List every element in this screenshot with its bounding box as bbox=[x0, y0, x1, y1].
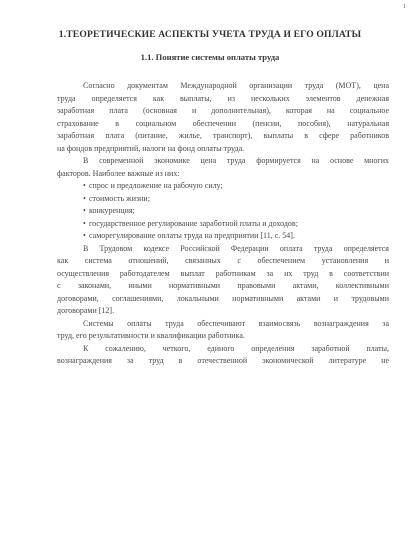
paragraph-2 bbox=[57, 155, 389, 180]
paragraph-line: как система отношений, связанных с обеспечением установления и bbox=[57, 256, 389, 265]
bullet-icon: • bbox=[83, 218, 86, 228]
list-item-text: государственное регулирование заработной платы и доходов; bbox=[89, 218, 298, 228]
paragraph-5 bbox=[57, 343, 389, 368]
paragraph-line: вознаграждения за труд в отечественной экономической литературе не bbox=[57, 356, 389, 365]
factor-list bbox=[57, 180, 389, 243]
list-item-text: конкуренция; bbox=[89, 206, 135, 215]
body-text bbox=[57, 80, 389, 368]
paragraph-line: Системы оплаты труда обеспечивают взаимосвязь вознаграждения за bbox=[83, 318, 389, 328]
bullet-icon: • bbox=[83, 231, 86, 240]
paragraph-line: договорами [12]. bbox=[57, 306, 115, 315]
list-item bbox=[57, 205, 389, 218]
bullet-icon: • bbox=[83, 181, 86, 190]
paragraph-line: договорами, соглашениями, локальными нормативными актами и трудовыми bbox=[57, 293, 389, 303]
page-number: 1 bbox=[403, 4, 406, 10]
paragraph-4 bbox=[57, 318, 389, 343]
section-title: 1.1. Понятие системы оплаты труда bbox=[140, 52, 280, 62]
list-item bbox=[57, 230, 389, 243]
paragraph-line: В современной экономике цена труда формируется на основе многих bbox=[83, 156, 389, 165]
paragraph-line: на фондов предприятий, налоги на фонд оплаты труда. bbox=[57, 143, 245, 153]
paragraph-line: заработная плата (основная и дополнительная), которая на социальное bbox=[57, 106, 389, 115]
paragraph-line: Согласно документам Международной организации труда (МОТ), цена bbox=[83, 81, 389, 90]
paragraph-line: страхование в социальном обеспечении (пенсии, пособия), натуральная bbox=[57, 118, 389, 128]
list-item bbox=[57, 218, 389, 231]
paragraph-line: с законами, иными нормативными правовыми актами, коллективными bbox=[57, 281, 389, 290]
list-item-text: спрос и предложение на рабочую силу; bbox=[89, 181, 223, 190]
paragraph-line: осуществления работодателем выплат работникам за их труд в соответствии bbox=[57, 268, 389, 278]
bullet-icon: • bbox=[83, 206, 86, 215]
list-item bbox=[57, 180, 389, 193]
paragraph-line: заработная плата (питание, жилье, транспорт), выплаты в сфере работников bbox=[57, 131, 389, 140]
paragraph-3 bbox=[57, 243, 389, 318]
bullet-icon: • bbox=[83, 193, 86, 203]
chapter-title: 1.ТЕОРЕТИЧЕСКИЕ АСПЕКТЫ УЧЕТА ТРУДА И ЕГО ОПЛАТЫ bbox=[58, 29, 362, 40]
paragraph-1 bbox=[57, 80, 389, 155]
list-item-text: стоимость жизни; bbox=[89, 193, 150, 203]
list-item bbox=[57, 193, 389, 206]
list-item-text: саморегулирование оплаты труда на предприятии [11, с. 54]. bbox=[89, 231, 295, 240]
paragraph-line: факторов. Наиболее важные из них: bbox=[57, 168, 180, 178]
paragraph-line: труд, его результативности и квалификации работника. bbox=[57, 331, 245, 340]
paragraph-line: В Трудовом кодексе Российской Федерации оплата труда определяется bbox=[83, 243, 389, 253]
paragraph-line: К сожалению, четкого, единого определения заработной платы, bbox=[83, 343, 389, 353]
paragraph-line: труда определяется как выплаты, из нескольких элементов денежная bbox=[57, 93, 389, 103]
